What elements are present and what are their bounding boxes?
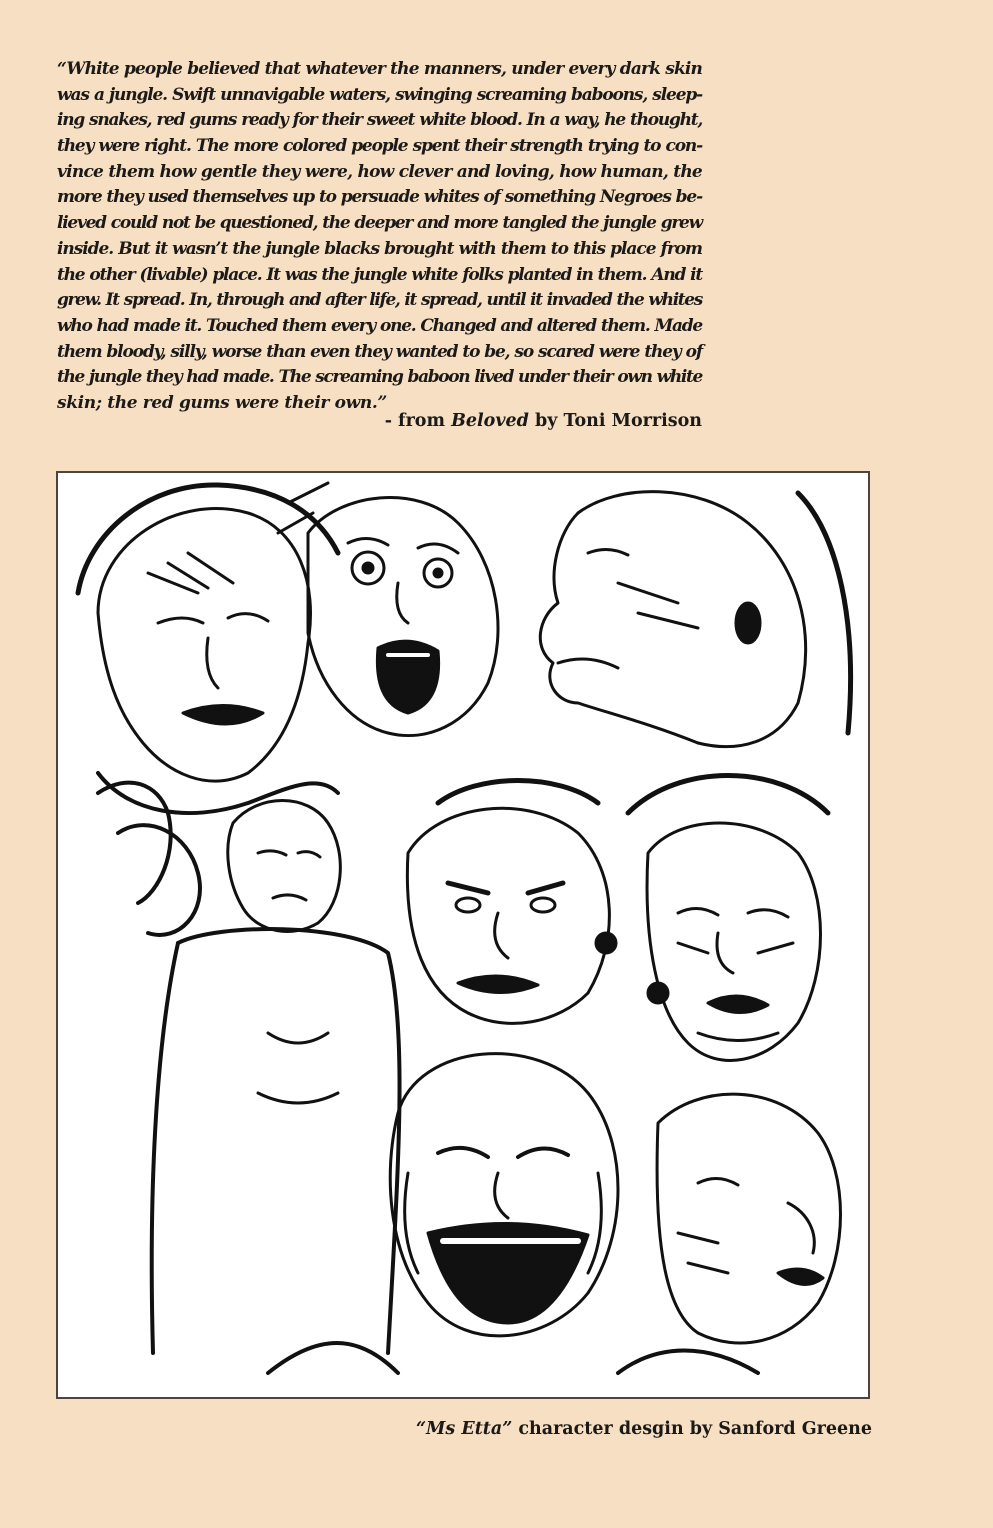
attribution-author: by Toni Morrison xyxy=(528,411,702,431)
face-top-left xyxy=(78,485,338,813)
character-name: “Ms Etta” xyxy=(415,1419,513,1439)
quote-line: lieved could not be questioned, the deeper and more tangled the jungle grew xyxy=(57,213,702,234)
quote-line: ing snakes, red gums ready for their sweet white blood. In a way, he thought, xyxy=(57,110,702,131)
face-bottom-right xyxy=(657,1094,840,1343)
quote-line: them bloody, silly, worse than even they wanted to be, so scared were they of xyxy=(57,341,702,362)
book-title: Beloved xyxy=(451,411,529,431)
face-bottom-laugh xyxy=(390,1054,618,1336)
quote-line: the other (livable) place. It was the jungle white folks planted in them. And it xyxy=(57,264,702,285)
character-illustration xyxy=(56,471,870,1399)
quote-line: was a jungle. Swift unnavigable waters, swinging screaming baboons, sleep- xyxy=(57,84,702,105)
face-center-scowl xyxy=(407,781,616,1024)
attribution xyxy=(385,411,702,431)
quote-line: they were right. The more colored people spent their strength trying to con- xyxy=(57,136,702,157)
quote-line: who had made it. Touched them every one. Changed and altered them. Made xyxy=(57,315,702,336)
quote-line: more they used themselves up to persuade whites of something Negroes be- xyxy=(57,187,702,208)
caption-credit: character desgin by Sanford Greene xyxy=(512,1419,872,1439)
quote-line: skin; the red gums were their own.” xyxy=(57,392,387,413)
quote-line: the jungle they had made. The screaming baboon lived under their own white xyxy=(57,367,702,388)
ink-sketch-faces xyxy=(58,473,868,1397)
quote-line: vince them how gentle they were, how clever and loving, how human, the xyxy=(57,161,702,182)
face-top-right xyxy=(540,492,850,747)
figure-left-standing xyxy=(98,783,400,1353)
face-right-elder xyxy=(628,776,828,1061)
illustration-caption xyxy=(416,1419,872,1439)
quote-line: inside. But it wasn’t the jungle blacks brought with them to this place from xyxy=(57,238,702,259)
quote-line: “White people believed that whatever the manners, under every dark skin xyxy=(57,59,702,79)
quote-block xyxy=(57,57,702,417)
attribution-prefix: - from xyxy=(384,411,452,431)
quote-line: grew. It spread. In, through and after life, it spread, until it invaded the whites xyxy=(57,290,702,311)
